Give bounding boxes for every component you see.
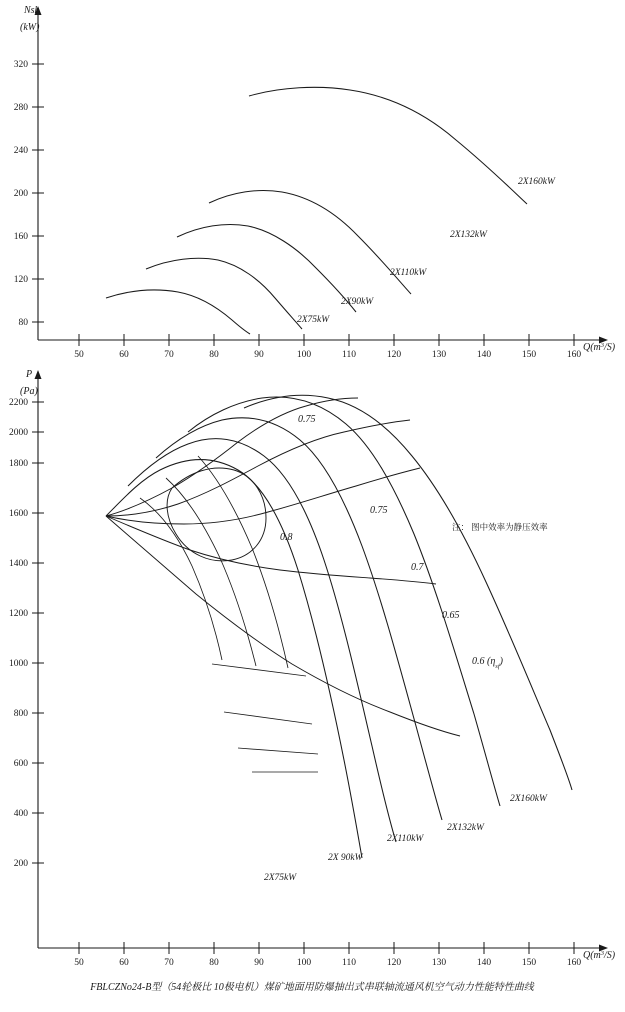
bottom-eff-label-0p65: 0.65 (442, 610, 460, 621)
bottom-eff-contour-0p75-lower (106, 420, 410, 516)
bottom-label-2x75kw: 2X75kW (264, 873, 297, 883)
top-xtick-140: 140 (476, 350, 492, 360)
bottom-grid-curve-d (212, 664, 306, 676)
top-y-axis-label-line2: (kW) (20, 22, 40, 33)
bottom-grid-curve-b (166, 478, 256, 666)
top-ytick-240: 240 (13, 146, 28, 156)
top-curve-2x132kw (209, 190, 411, 294)
top-curve-2x160kw (249, 87, 527, 204)
bottom-xtick-80: 80 (209, 958, 219, 968)
bottom-ytick-1200: 1200 (9, 609, 28, 619)
top-xtick-130: 130 (431, 350, 447, 360)
bottom-ytick-1800: 1800 (9, 459, 28, 469)
bottom-ytick-1600: 1600 (9, 509, 28, 519)
figure-caption: FBLCZNo24-B型（54轮极比 10极电机）煤矿地面用防爆抽出式串联轴流通风机空气动力性能特性曲线 (90, 982, 534, 993)
top-xtick-100: 100 (296, 350, 312, 360)
bottom-y-axis-label-line2: (Pa) (20, 386, 38, 397)
bottom-xtick-50: 50 (74, 958, 84, 968)
bottom-curve-2x160kw (244, 395, 572, 790)
top-ytick-320: 320 (13, 60, 28, 70)
bottom-xtick-150: 150 (521, 958, 537, 968)
top-label-2x132kw: 2X132kW (450, 230, 487, 240)
bottom-eff-contour-0p65 (106, 516, 436, 584)
bottom-xtick-140: 140 (476, 958, 492, 968)
top-ytick-120: 120 (13, 275, 28, 285)
bottom-ytick-2200: 2200 (9, 398, 28, 408)
top-xtick-50: 50 (74, 350, 84, 360)
top-xtick-120: 120 (386, 350, 402, 360)
bottom-y-axis-label-line1: P (26, 369, 33, 380)
bottom-xtick-70: 70 (164, 958, 174, 968)
efficiency-note: 注： 图中效率为静压效率 (452, 522, 548, 532)
bottom-grid-curve-c (198, 456, 288, 668)
bottom-ytick-2000: 2000 (9, 428, 28, 438)
bottom-xtick-130: 130 (431, 958, 447, 968)
bottom-grid-curve-e (224, 712, 312, 724)
top-curve-2x90kw (146, 258, 302, 329)
top-label-2x110kw: 2X110kW (390, 268, 427, 278)
bottom-curve-2x110kw (156, 418, 442, 820)
bottom-y-ticks (9, 398, 44, 869)
bottom-ytick-800: 800 (13, 709, 28, 719)
top-label-2x75kw: 2X75kW (297, 315, 330, 325)
top-xtick-110: 110 (342, 350, 356, 360)
top-y-ticks (14, 60, 44, 328)
bottom-curve-2x132kw (188, 397, 500, 806)
top-ytick-80: 80 (18, 318, 28, 328)
top-xtick-150: 150 (521, 350, 537, 360)
top-label-2x90kw: 2X90kW (341, 297, 374, 307)
top-x-axis-label: $Q(m^3/S)$ (583, 341, 616, 353)
bottom-ytick-600: 600 (13, 759, 28, 769)
bottom-curve-2x90kw (128, 439, 396, 842)
top-curve-2x110kw (177, 224, 356, 312)
bottom-label-2x132kw: 2X132kW (447, 823, 484, 833)
bottom-eff-contour-0p6 (106, 516, 460, 736)
top-xtick-160: 160 (566, 350, 582, 360)
bottom-ytick-200: 200 (13, 859, 28, 869)
bottom-xtick-90: 90 (254, 958, 264, 968)
top-x-ticks (74, 334, 581, 360)
bottom-grid-curve-a (140, 498, 222, 660)
bottom-label-2x110kw: 2X110kW (387, 834, 424, 844)
top-chart (14, 5, 616, 360)
bottom-eff-label-0p8: 0.8 (280, 532, 293, 543)
bottom-chart (9, 369, 616, 968)
bottom-xtick-60: 60 (119, 958, 129, 968)
top-y-axis-label-line1: Nsh (24, 5, 40, 16)
top-xtick-60: 60 (119, 350, 129, 360)
bottom-label-2x90kw: 2X 90kW (328, 853, 363, 863)
top-xtick-70: 70 (164, 350, 174, 360)
bottom-eff-label-0p7: 0.7 (411, 562, 424, 573)
bottom-grid-curve-f (238, 748, 318, 754)
bottom-eff-label-0p6: 0.6 $(\eta_{sf})$ (472, 656, 503, 670)
bottom-xtick-100: 100 (296, 958, 312, 968)
bottom-y-axis-arrow (35, 370, 42, 379)
bottom-curve-2x75kw (106, 459, 362, 858)
bottom-x-axis-label: $Q(m^3/S)$ (583, 949, 616, 961)
bottom-x-ticks (74, 942, 581, 968)
top-label-2x160kw: 2X160kW (518, 177, 555, 187)
bottom-eff-label-0p75: 0.75 (370, 505, 388, 516)
top-xtick-80: 80 (209, 350, 219, 360)
bottom-eff-contour-0p75-upper (106, 398, 358, 516)
bottom-eff-label-0p75-top: 0.75 (298, 414, 316, 425)
top-ytick-200: 200 (13, 189, 28, 199)
bottom-xtick-110: 110 (342, 958, 356, 968)
bottom-ytick-1400: 1400 (9, 559, 28, 569)
bottom-label-2x160kw: 2X160kW (510, 794, 547, 804)
bottom-ytick-400: 400 (13, 809, 28, 819)
top-ytick-280: 280 (13, 103, 28, 113)
bottom-ytick-1000: 1000 (9, 659, 28, 669)
top-curve-2x75kw (106, 290, 250, 334)
top-xtick-90: 90 (254, 350, 264, 360)
bottom-xtick-120: 120 (386, 958, 402, 968)
top-ytick-160: 160 (13, 232, 28, 242)
bottom-xtick-160: 160 (566, 958, 582, 968)
